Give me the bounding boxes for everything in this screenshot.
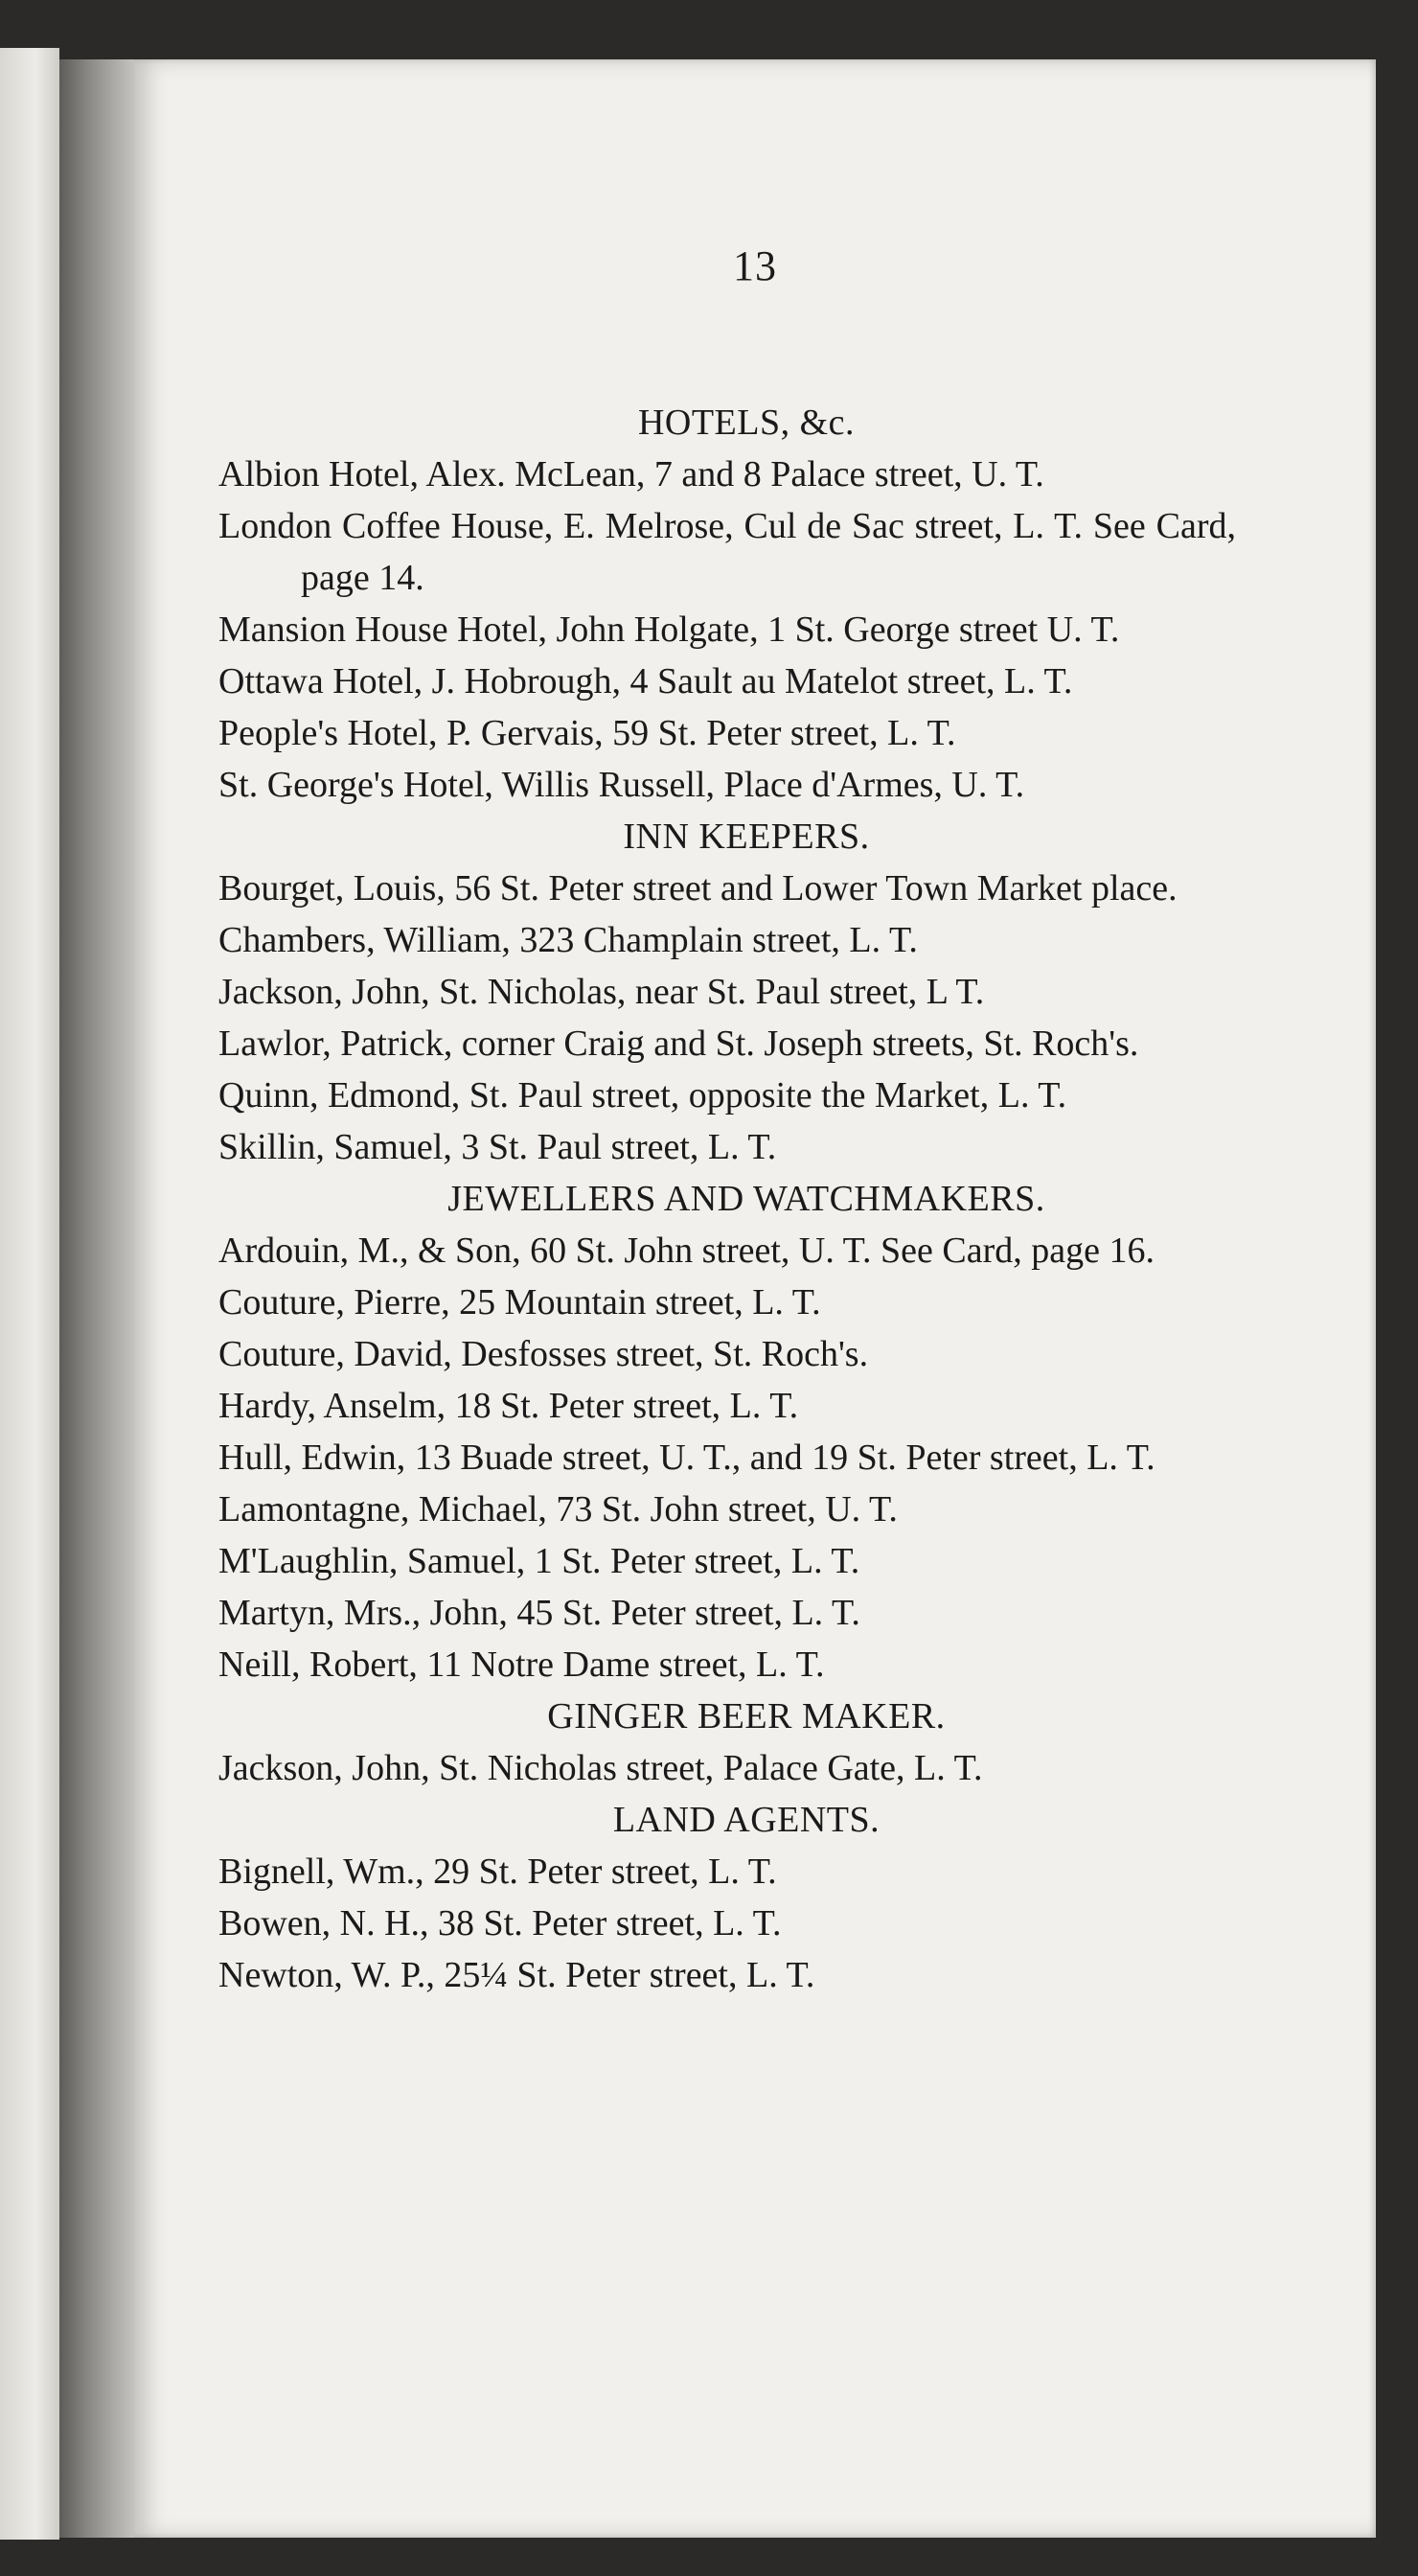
section-ginger-beer-maker — [218, 1690, 1236, 1794]
section-land-agents — [218, 1794, 1236, 2001]
section-heading: LAND AGENTS. — [612, 1800, 881, 1840]
directory-entry: Quinn, Edmond, St. Paul street, opposite the Market, L. T. — [218, 1075, 1067, 1116]
directory-entry: Jackson, John, St. Nicholas, near St. Paul street, L T. — [218, 972, 985, 1012]
section-heading: GINGER BEER MAKER. — [547, 1696, 946, 1736]
directory-page — [134, 59, 1376, 2538]
directory-entry: Neill, Robert, 11 Notre Dame street, L. T. — [218, 1644, 825, 1685]
directory-entry: Newton, W. P., 25¼ St. Peter street, L. T. — [218, 1955, 815, 1995]
directory-entry: Couture, Pierre, 25 Mountain street, L. T. — [218, 1282, 821, 1322]
section-hotels — [218, 397, 1236, 811]
directory-entry: Bignell, Wm., 29 St. Peter street, L. T. — [218, 1852, 777, 1892]
directory-entry: Couture, David, Desfosses street, St. Roch's. — [218, 1334, 869, 1374]
directory-entry: Lamontagne, Michael, 73 St. John street, U. T. — [218, 1489, 898, 1530]
directory-entry: Jackson, John, St. Nicholas street, Palace Gate, L. T. — [218, 1748, 983, 1788]
directory-entry: Ardouin, M., & Son, 60 St. John street, U. T. See Card, page 16. — [218, 1230, 1155, 1271]
directory-entry: Albion Hotel, Alex. McLean, 7 and 8 Palace street, U. T. — [218, 454, 1044, 494]
directory-entry: Hull, Edwin, 13 Buade street, U. T., and 19 St. Peter street, L. T. — [218, 1438, 1155, 1478]
directory-entry: Bowen, N. H., 38 St. Peter street, L. T. — [218, 1903, 782, 1944]
directory-entry: Chambers, William, 323 Champlain street, L. T. — [218, 920, 918, 960]
section-heading: HOTELS, &c. — [637, 402, 856, 443]
directory-entry: St. George's Hotel, Willis Russell, Place d'Armes, U. T. — [218, 765, 1025, 805]
directory-entry: Mansion House Hotel, John Holgate, 1 St. George street U. T. — [218, 610, 1120, 650]
directory-entry: M'Laughlin, Samuel, 1 St. Peter street, L. T. — [218, 1541, 860, 1581]
directory-entry: Ottawa Hotel, J. Hobrough, 4 Sault au Matelot street, L. T. — [218, 661, 1073, 702]
book-gutter — [59, 59, 134, 2538]
directory-entry: Lawlor, Patrick, corner Craig and St. Joseph streets, St. Roch's. — [218, 1024, 1139, 1064]
section-heading: JEWELLERS AND WATCHMAKERS. — [447, 1179, 1045, 1219]
section-inn-keepers — [218, 811, 1236, 1173]
directory-entry: London Coffee House, E. Melrose, Cul de Sac street, L. T. See Card, page 14. — [218, 506, 1236, 598]
section-heading: INN KEEPERS. — [623, 816, 870, 857]
directory-entry: Hardy, Anselm, 18 St. Peter street, L. T. — [218, 1386, 799, 1426]
directory-entry: Martyn, Mrs., John, 45 St. Peter street, L. T. — [218, 1593, 860, 1633]
directory-entry: People's Hotel, P. Gervais, 59 St. Peter street, L. T. — [218, 713, 956, 753]
directory-entry: Bourget, Louis, 56 St. Peter street and Lower Town Market place. — [218, 868, 1178, 908]
section-jewellers — [218, 1173, 1236, 1690]
adjacent-page-edge — [0, 48, 59, 2540]
directory-content — [218, 397, 1236, 2001]
page-number: 13 — [733, 242, 777, 289]
directory-entry: Skillin, Samuel, 3 St. Paul street, L. T. — [218, 1127, 777, 1167]
